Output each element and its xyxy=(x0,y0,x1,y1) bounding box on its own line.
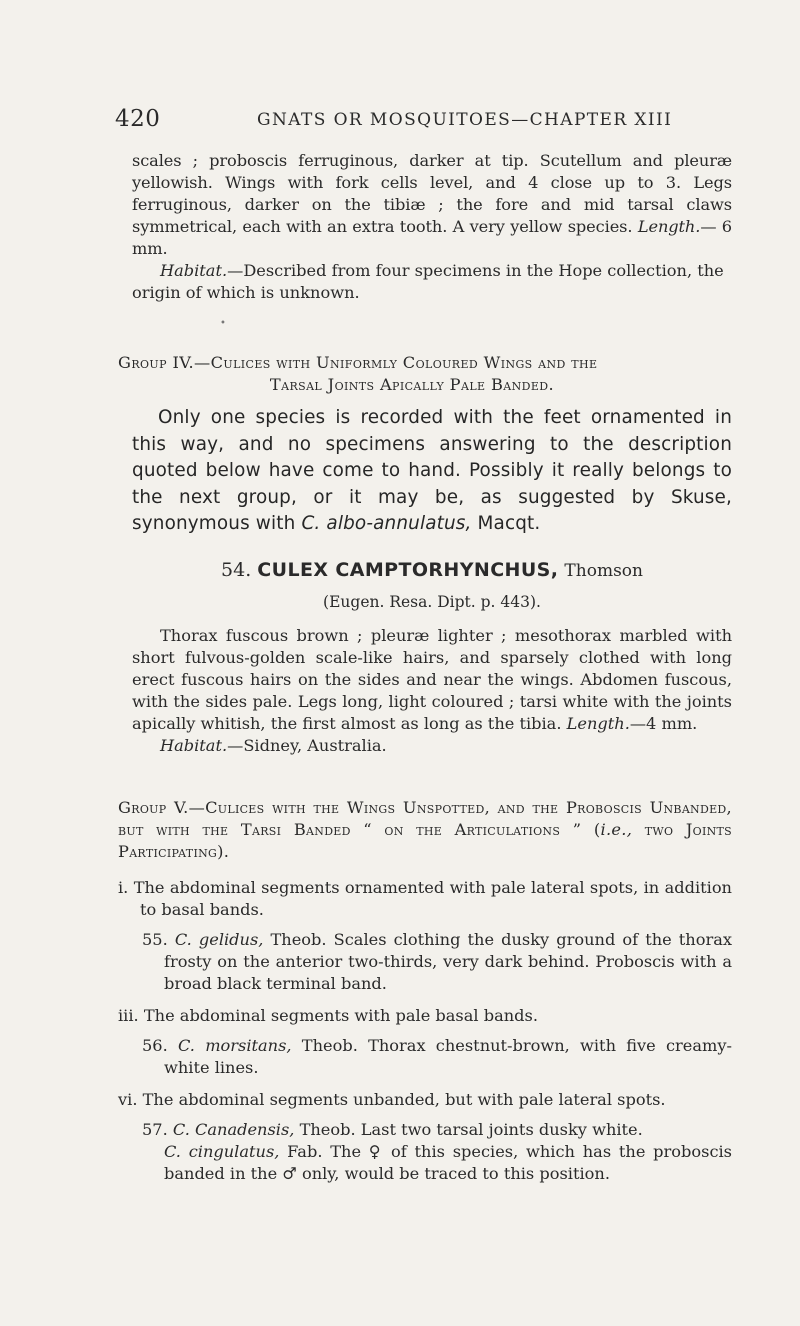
entry-text: Theob. Scales clothing the dusky ground of the thorax frosty on the anterior two-thirds, very dark behind. Proboscis with a broad black terminal band. xyxy=(164,929,733,993)
group-iv-text-2: Macqt. xyxy=(471,513,541,534)
group-iv-species: C. albo-annulatus, xyxy=(301,513,472,534)
length-label: Length. xyxy=(637,217,701,236)
entry-species: C. gelidus, xyxy=(174,929,264,949)
habitat-2-label: Habitat. xyxy=(160,735,228,755)
species-54-title xyxy=(132,558,732,583)
list-item-vi xyxy=(118,1089,732,1111)
group-v-line-2: two Joints Participating). xyxy=(118,819,732,861)
species-56-entry xyxy=(118,1035,732,1079)
habitat-2-text: —Sidney, Australia. xyxy=(227,735,387,755)
habitat-paragraph-1 xyxy=(132,260,732,304)
group-iv-line-1: Group IV.—Culices with Uniformly Coloured Wings and the xyxy=(118,353,598,372)
species-54-length-label: Length. xyxy=(566,713,630,733)
list-numeral: i. xyxy=(118,877,129,897)
species-54-text: Thorax fuscous brown ; pleuræ lighter ; mesothorax marbled with short fulvous-golden scale-like hairs, and sparsely clothed with long erect fuscous hairs on the sides and near the wings. Abdomen fuscous, with the sides pale. Legs long, light coloured ; tarsi white with the joints apically whitish, the first almost as long as the tibia. xyxy=(132,625,732,733)
list-numeral: iii. xyxy=(118,1005,139,1025)
habitat-paragraph-2 xyxy=(132,735,732,757)
page-body xyxy=(118,150,733,1185)
list-item-i xyxy=(118,877,732,921)
habitat-label: Habitat. xyxy=(160,261,228,280)
cingulatus-text: Fab. The ♀ of this species, which has the proboscis banded in the ♂ only, would be traced to this position. xyxy=(164,1141,732,1183)
entry-species: C. morsitans, xyxy=(178,1035,292,1055)
group-iv-line-2: Tarsal Joints Apically Pale Banded. xyxy=(269,375,555,394)
species-54-name: CULEX CAMPTORHYNCHUS, xyxy=(257,558,559,581)
cingulatus-species: C. cingulatus, xyxy=(164,1141,280,1161)
list-item-iii xyxy=(118,1005,732,1027)
length-value: — 6 mm. xyxy=(132,217,732,258)
list-numeral: vi. xyxy=(118,1089,138,1109)
species-54-author: Thomson xyxy=(564,560,643,581)
entry-number: 56. xyxy=(142,1035,168,1055)
entry-text: Theob. Last two tarsal joints dusky white. xyxy=(294,1119,643,1139)
group-v-ie: i.e., xyxy=(600,819,633,839)
paragraph-top-text: scales ; proboscis ferruginous, darker at tip. Scutellum and pleuræ yellowish. Wings with fork cells level, and 4 close up to 3. Legs ferruginous, darker on the tibiæ ; the fore and mid tarsal claws symmetrical, each with an extra tooth. A very yellow species. xyxy=(132,151,732,236)
cingulatus-entry xyxy=(118,1141,732,1185)
species-55-entry xyxy=(118,929,732,995)
group-v-heading xyxy=(118,797,732,863)
entry-text: Theob. Thorax chestnut-brown, with five creamy-white lines. xyxy=(164,1035,732,1077)
species-57-entry xyxy=(118,1119,732,1141)
habitat-text: —Described from four specimens in the Hope collection, the origin of which is unknown. xyxy=(132,261,724,302)
group-iv-text-1: Only one species is recorded with the feet ornamented in this way, and no specimens answering to the description quoted below have come to hand. Possibly it really belongs to the next group, or it may be, as suggested by Skuse, synonymous with xyxy=(132,407,732,534)
entry-number: 57. xyxy=(142,1119,168,1139)
page-mark: • xyxy=(220,318,226,329)
species-54-reference: (Eugen. Resa. Dipt. p. 443). xyxy=(323,592,541,611)
list-text: The abdominal segments unbanded, but with pale lateral spots. xyxy=(142,1089,666,1109)
page-header xyxy=(115,106,735,138)
paragraph-top xyxy=(132,150,732,260)
entry-number: 55. xyxy=(142,929,168,949)
species-54-length-value: —4 mm. xyxy=(629,713,698,733)
species-54-paragraph xyxy=(132,625,732,735)
running-title: GNATS OR MOSQUITOES—CHAPTER XIII xyxy=(257,110,673,130)
group-v-line-1: Group V.—Culices with the Wings Unspotted, and the Proboscis Unbanded, but with the Tarsi Banded “ on the Articulations ” ( xyxy=(118,797,732,839)
list-text: The abdominal segments ornamented with pale lateral spots, in addition to basal bands. xyxy=(133,877,732,919)
group-iv-heading xyxy=(118,352,732,396)
species-list xyxy=(118,877,732,1185)
group-iv-paragraph xyxy=(132,405,732,538)
page-number: 420 xyxy=(115,106,161,132)
entry-species: C. Canadensis, xyxy=(172,1119,295,1139)
species-54-number: 54. xyxy=(221,558,252,581)
list-text: The abdominal segments with pale basal bands. xyxy=(143,1005,538,1025)
